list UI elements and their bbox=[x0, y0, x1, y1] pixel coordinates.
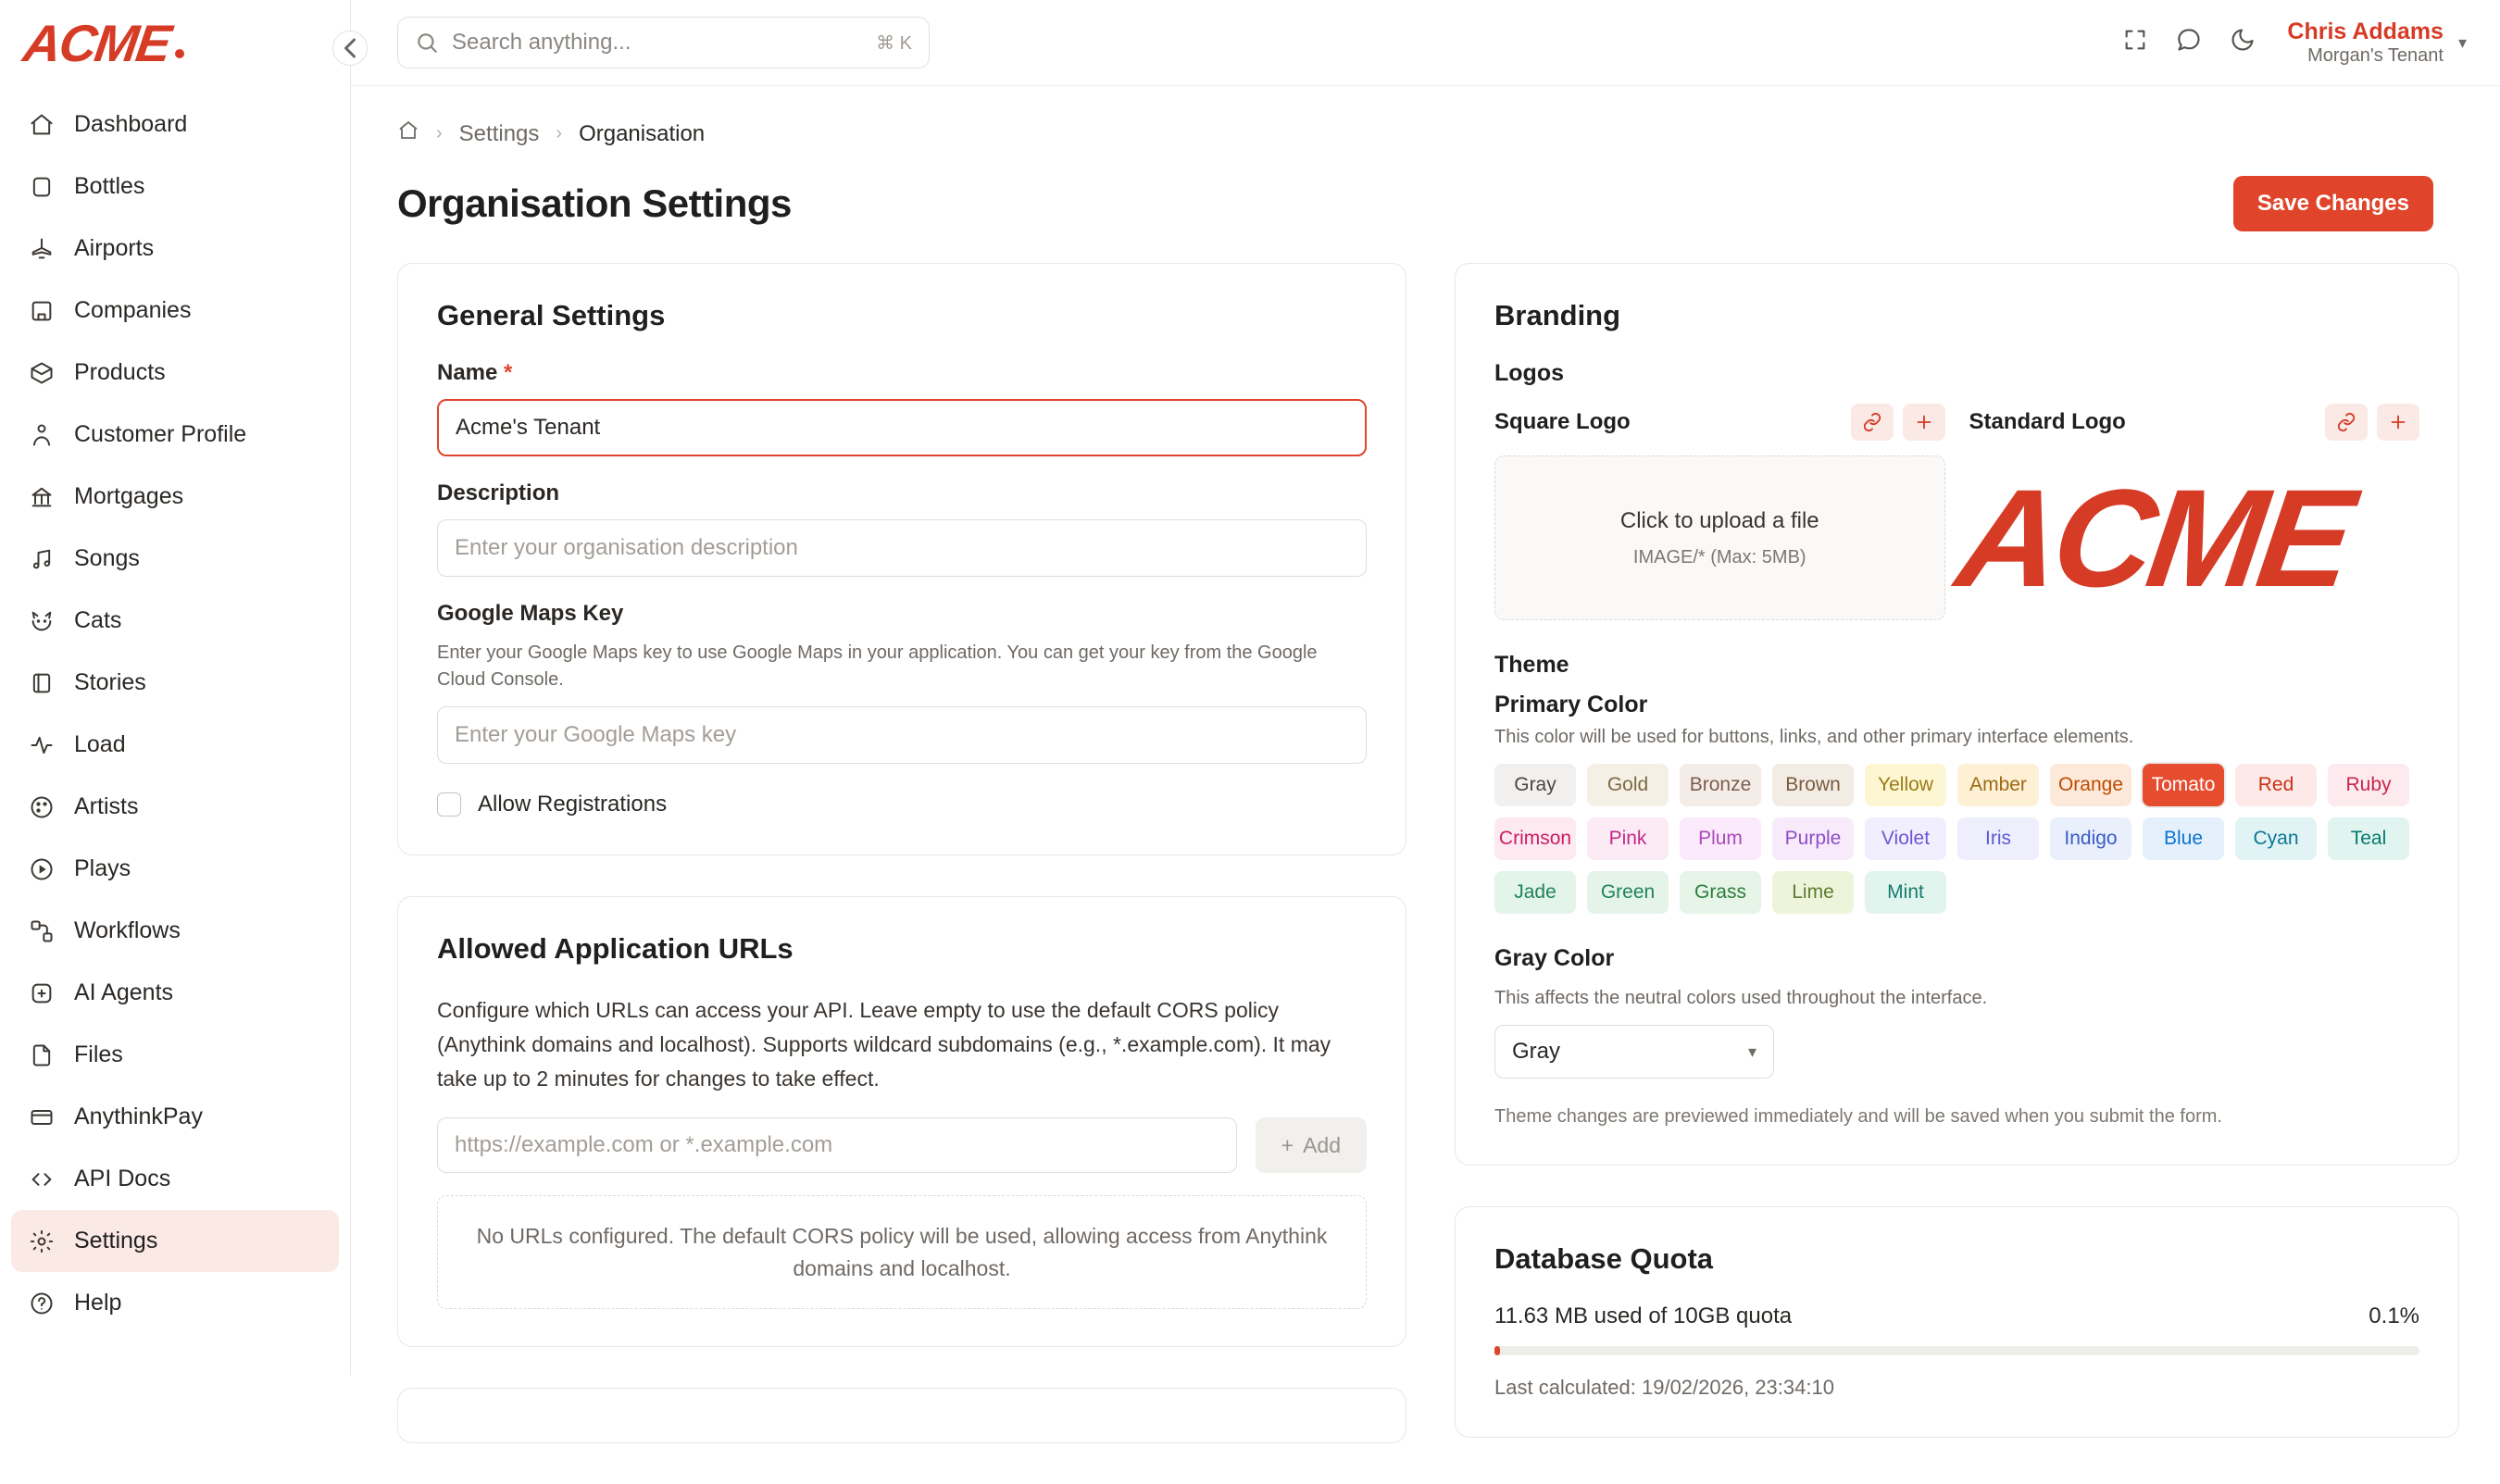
chevron-down-icon: ▾ bbox=[1747, 1041, 1756, 1061]
brand-name: ACME bbox=[19, 14, 174, 72]
database-quota-title: Database Quota bbox=[1494, 1242, 1714, 1275]
sidebar-item-products[interactable] bbox=[11, 342, 339, 404]
standard-logo-header bbox=[1969, 404, 2420, 441]
description-field-group bbox=[437, 480, 1367, 577]
description-label: Description bbox=[437, 480, 560, 505]
breadcrumb-separator: › bbox=[556, 123, 563, 143]
sidebar-item-customer-profile[interactable] bbox=[11, 404, 339, 466]
primary-color-label: Primary Color bbox=[1494, 692, 1648, 717]
sidebar-item-label: Bottles bbox=[74, 173, 145, 199]
maps-key-label: Google Maps Key bbox=[437, 601, 624, 626]
square-logo-upload-area[interactable] bbox=[1494, 455, 1945, 620]
sidebar-item-anythinkpay[interactable] bbox=[11, 1086, 339, 1148]
allow-registrations-label: Allow Registrations bbox=[478, 792, 668, 817]
sidebar-item-label: Artists bbox=[74, 793, 139, 819]
sidebar-item-label: Help bbox=[74, 1290, 122, 1316]
sidebar-item-workflows[interactable] bbox=[11, 900, 339, 962]
sidebar-item-label: Cats bbox=[74, 607, 122, 633]
add-url-button[interactable] bbox=[1256, 1117, 1367, 1173]
main-area bbox=[351, 0, 2500, 1399]
sidebar-item-companies[interactable] bbox=[11, 280, 339, 342]
sidebar-item-files[interactable] bbox=[11, 1024, 339, 1086]
standard-logo-link-icon[interactable] bbox=[2325, 404, 2368, 441]
gray-color-help: This affects the neutral colors used throughout the interface. bbox=[1494, 988, 1988, 1008]
search-icon bbox=[415, 31, 439, 55]
quota-usage-row bbox=[1494, 1303, 2419, 1329]
theme-label: Theme bbox=[1494, 652, 1569, 678]
quota-last-calculated: Last calculated: 19/02/2026, 23:34:10 bbox=[1494, 1376, 1834, 1399]
color-swatch-orange[interactable]: Orange bbox=[2050, 764, 2131, 806]
color-swatch-brown[interactable]: Brown bbox=[1772, 764, 1854, 806]
bank-icon bbox=[28, 483, 56, 511]
search-shortcut: ⌘ K bbox=[876, 32, 912, 54]
card-icon bbox=[28, 1104, 56, 1131]
save-changes-button[interactable]: Save Changes bbox=[2233, 176, 2433, 231]
sidebar-item-api-docs[interactable] bbox=[11, 1148, 339, 1210]
sidebar-item-stories[interactable] bbox=[11, 652, 339, 714]
color-swatch-bronze[interactable]: Bronze bbox=[1680, 764, 1761, 806]
sidebar-item-label: Products bbox=[74, 359, 166, 385]
chat-icon[interactable] bbox=[2176, 27, 2202, 59]
sidebar-item-load[interactable] bbox=[11, 714, 339, 776]
sidebar-item-label: Mortgages bbox=[74, 483, 184, 509]
fullscreen-icon[interactable] bbox=[2122, 27, 2148, 59]
topbar-icons bbox=[2122, 27, 2256, 59]
sidebar-item-label: Songs bbox=[74, 545, 140, 571]
activity-icon bbox=[28, 731, 56, 759]
square-logo-column bbox=[1494, 404, 1945, 620]
color-swatch-indigo[interactable]: Indigo bbox=[2050, 817, 2131, 860]
color-swatch-blue[interactable]: Blue bbox=[2143, 817, 2224, 860]
allowed-urls-card bbox=[397, 896, 1406, 1347]
color-swatch-pink[interactable]: Pink bbox=[1587, 817, 1669, 860]
book-icon bbox=[28, 669, 56, 697]
sidebar bbox=[0, 0, 351, 1376]
database-quota-card bbox=[1455, 1206, 2459, 1438]
play-circle-icon bbox=[28, 855, 56, 883]
gray-color-label: Gray Color bbox=[1494, 945, 1615, 971]
allowed-urls-description: Configure which URLs can access your API. Leave empty to use the default CORS policy (Anythink domains and localhost). Supports wildcard subdomains (e.g., *.example.com). It may take up to 2 minutes for changes to take effect. bbox=[437, 998, 1331, 1091]
quota-progress-bar bbox=[1494, 1346, 2419, 1355]
page-header bbox=[351, 148, 2467, 231]
general-settings-card bbox=[397, 263, 1406, 855]
standard-logo-actions bbox=[2325, 404, 2419, 441]
square-logo-upload-hint: IMAGE/* (Max: 5MB) bbox=[1632, 546, 1806, 567]
square-logo-link-icon[interactable] bbox=[1851, 404, 1894, 441]
sidebar-item-bottles[interactable] bbox=[11, 156, 339, 218]
description-input[interactable] bbox=[437, 519, 1367, 577]
gray-color-selected-value: Gray bbox=[1512, 1039, 1561, 1064]
color-swatch-gray[interactable]: Gray bbox=[1494, 764, 1576, 806]
square-logo-add-icon[interactable] bbox=[1903, 404, 1945, 441]
topbar bbox=[351, 0, 2500, 86]
add-url-label: Add bbox=[1303, 1132, 1341, 1157]
color-swatch-mint[interactable]: Mint bbox=[1865, 871, 1946, 914]
color-swatch-cyan[interactable]: Cyan bbox=[2235, 817, 2317, 860]
plus-icon: + bbox=[1281, 1132, 1294, 1157]
logos-label: Logos bbox=[1494, 360, 1564, 386]
gear-icon bbox=[28, 1228, 56, 1255]
color-swatch-tomato[interactable]: Tomato bbox=[2143, 764, 2224, 806]
standard-logo-column bbox=[1948, 404, 2420, 620]
sidebar-item-songs[interactable] bbox=[11, 528, 339, 590]
color-swatch-green[interactable]: Green bbox=[1587, 871, 1669, 914]
music-icon bbox=[28, 545, 56, 573]
breadcrumb-home-icon[interactable] bbox=[397, 119, 419, 148]
user-menu[interactable] bbox=[2287, 19, 2467, 68]
sidebar-item-label: Settings bbox=[74, 1228, 158, 1253]
sidebar-item-label: Plays bbox=[74, 855, 131, 881]
allowed-urls-input-row bbox=[437, 1117, 1367, 1173]
square-logo-label: Square Logo bbox=[1494, 409, 1631, 434]
sidebar-collapse-button[interactable] bbox=[332, 31, 368, 66]
sidebar-item-cats[interactable] bbox=[11, 590, 339, 652]
standard-logo-add-icon[interactable] bbox=[2377, 404, 2419, 441]
sidebar-item-ai-agents[interactable] bbox=[11, 962, 339, 1024]
sidebar-item-label: Load bbox=[74, 731, 126, 757]
person-icon bbox=[28, 421, 56, 449]
sidebar-item-airports[interactable] bbox=[11, 218, 339, 280]
sidebar-item-label: Dashboard bbox=[74, 111, 188, 137]
settings-columns bbox=[351, 231, 2467, 1484]
url-input[interactable] bbox=[437, 1117, 1237, 1173]
sidebar-item-help[interactable] bbox=[11, 1272, 339, 1334]
plane-icon bbox=[28, 235, 56, 263]
sidebar-item-label: Airports bbox=[74, 235, 155, 261]
general-settings-title: General Settings bbox=[437, 299, 666, 331]
search-placeholder: Search anything... bbox=[452, 30, 631, 55]
color-swatch-iris[interactable]: Iris bbox=[1957, 817, 2039, 860]
breadcrumb-item-organisation[interactable]: Organisation bbox=[579, 120, 706, 146]
square-logo-header bbox=[1494, 404, 1945, 441]
name-field-group bbox=[437, 360, 1367, 456]
sidebar-item-label: Stories bbox=[74, 669, 146, 695]
sidebar-item-mortgages[interactable] bbox=[11, 466, 339, 528]
sidebar-item-label: API Docs bbox=[74, 1166, 171, 1191]
color-swatch-lime[interactable]: Lime bbox=[1772, 871, 1854, 914]
color-swatch-crimson[interactable]: Crimson bbox=[1494, 817, 1576, 860]
standard-logo-label: Standard Logo bbox=[1969, 409, 2126, 434]
search-input[interactable] bbox=[397, 17, 930, 69]
maps-key-help: Enter your Google Maps key to use Google Maps in your application. You can get your key from the Google Cloud Console. bbox=[437, 642, 1318, 690]
standard-logo-preview[interactable] bbox=[1948, 455, 2420, 620]
sidebar-item-settings[interactable] bbox=[11, 1210, 339, 1272]
sparkle-icon bbox=[28, 979, 56, 1007]
page-title: Organisation Settings bbox=[397, 181, 792, 225]
color-swatch-gold[interactable]: Gold bbox=[1587, 764, 1669, 806]
bottle-icon bbox=[28, 173, 56, 201]
color-swatch-yellow[interactable]: Yellow bbox=[1865, 764, 1946, 806]
breadcrumb-separator: › bbox=[436, 123, 443, 143]
code-icon bbox=[28, 1166, 56, 1193]
right-column bbox=[1455, 263, 2459, 1484]
help-circle-icon bbox=[28, 1290, 56, 1317]
sidebar-item-artists[interactable] bbox=[11, 776, 339, 838]
sidebar-item-dashboard[interactable] bbox=[11, 94, 339, 156]
quota-percent-label: 0.1% bbox=[2369, 1303, 2419, 1328]
color-swatch-ruby[interactable]: Ruby bbox=[2328, 764, 2409, 806]
palette-icon bbox=[28, 793, 56, 821]
sidebar-item-label: AI Agents bbox=[74, 979, 174, 1005]
name-required-mark: * bbox=[504, 360, 513, 385]
user-tenant: Morgan's Tenant bbox=[2307, 45, 2444, 67]
maps-key-input[interactable] bbox=[437, 706, 1367, 764]
branding-card bbox=[1455, 263, 2459, 1166]
user-name: Chris Addams bbox=[2287, 18, 2444, 44]
allow-registrations-row[interactable] bbox=[437, 792, 1367, 817]
allowed-urls-title: Allowed Application URLs bbox=[437, 932, 794, 965]
sidebar-nav bbox=[0, 86, 350, 1334]
sidebar-item-label: Customer Profile bbox=[74, 421, 247, 447]
home-icon bbox=[28, 111, 56, 139]
brand-logo[interactable] bbox=[0, 0, 350, 86]
left-column bbox=[397, 263, 1406, 1484]
breadcrumb bbox=[351, 86, 2467, 148]
sidebar-item-label: AnythinkPay bbox=[74, 1104, 203, 1129]
quota-progress-fill bbox=[1494, 1346, 1500, 1355]
color-swatch-plum[interactable]: Plum bbox=[1680, 817, 1761, 860]
page-content bbox=[351, 86, 2500, 1484]
cat-icon bbox=[28, 607, 56, 635]
sidebar-item-label: Workflows bbox=[74, 917, 181, 943]
color-swatch-red[interactable]: Red bbox=[2235, 764, 2317, 806]
sidebar-item-plays[interactable] bbox=[11, 838, 339, 900]
square-logo-upload-text: Click to upload a file bbox=[1619, 507, 1819, 533]
name-input[interactable] bbox=[437, 399, 1367, 456]
moon-icon[interactable] bbox=[2230, 27, 2256, 59]
next-card-peek bbox=[397, 1388, 1406, 1443]
file-icon bbox=[28, 1041, 56, 1069]
color-swatch-teal[interactable]: Teal bbox=[2328, 817, 2409, 860]
name-label-text: Name bbox=[437, 360, 498, 385]
breadcrumb-item-settings[interactable]: Settings bbox=[458, 120, 540, 146]
chevron-left-icon bbox=[333, 31, 367, 65]
primary-color-help: This color will be used for buttons, links, and other primary interface elements. bbox=[1494, 727, 2134, 747]
color-swatch-amber[interactable]: Amber bbox=[1957, 764, 2039, 806]
color-swatch-purple[interactable]: Purple bbox=[1772, 817, 1854, 860]
branding-title: Branding bbox=[1494, 299, 1621, 331]
building-icon bbox=[28, 297, 56, 325]
theme-note: Theme changes are previewed immediately and will be saved when you submit the form. bbox=[1494, 1106, 2222, 1127]
quota-usage-text: 11.63 MB used of 10GB quota bbox=[1494, 1303, 1793, 1328]
name-label bbox=[437, 360, 1367, 386]
gray-color-select[interactable] bbox=[1494, 1025, 1774, 1079]
square-logo-actions bbox=[1851, 404, 1945, 441]
standard-logo-text: ACME bbox=[1948, 460, 2357, 616]
sidebar-item-label: Companies bbox=[74, 297, 192, 323]
workflow-icon bbox=[28, 917, 56, 945]
maps-key-field-group bbox=[437, 601, 1367, 764]
sidebar-item-label: Files bbox=[74, 1041, 123, 1067]
color-swatch-grass[interactable]: Grass bbox=[1680, 871, 1761, 914]
allowed-urls-empty-message: No URLs configured. The default CORS policy will be used, allowing access from Anythink domains and localhost. bbox=[437, 1195, 1367, 1309]
logos-grid bbox=[1494, 404, 2419, 620]
allow-registrations-checkbox[interactable] bbox=[437, 792, 461, 817]
color-swatch-violet[interactable]: Violet bbox=[1865, 817, 1946, 860]
primary-color-swatches bbox=[1494, 764, 2419, 914]
box-icon bbox=[28, 359, 56, 387]
chevron-down-icon[interactable]: ▾ bbox=[2457, 32, 2467, 52]
color-swatch-jade[interactable]: Jade bbox=[1494, 871, 1576, 914]
brand-dot bbox=[175, 49, 184, 58]
